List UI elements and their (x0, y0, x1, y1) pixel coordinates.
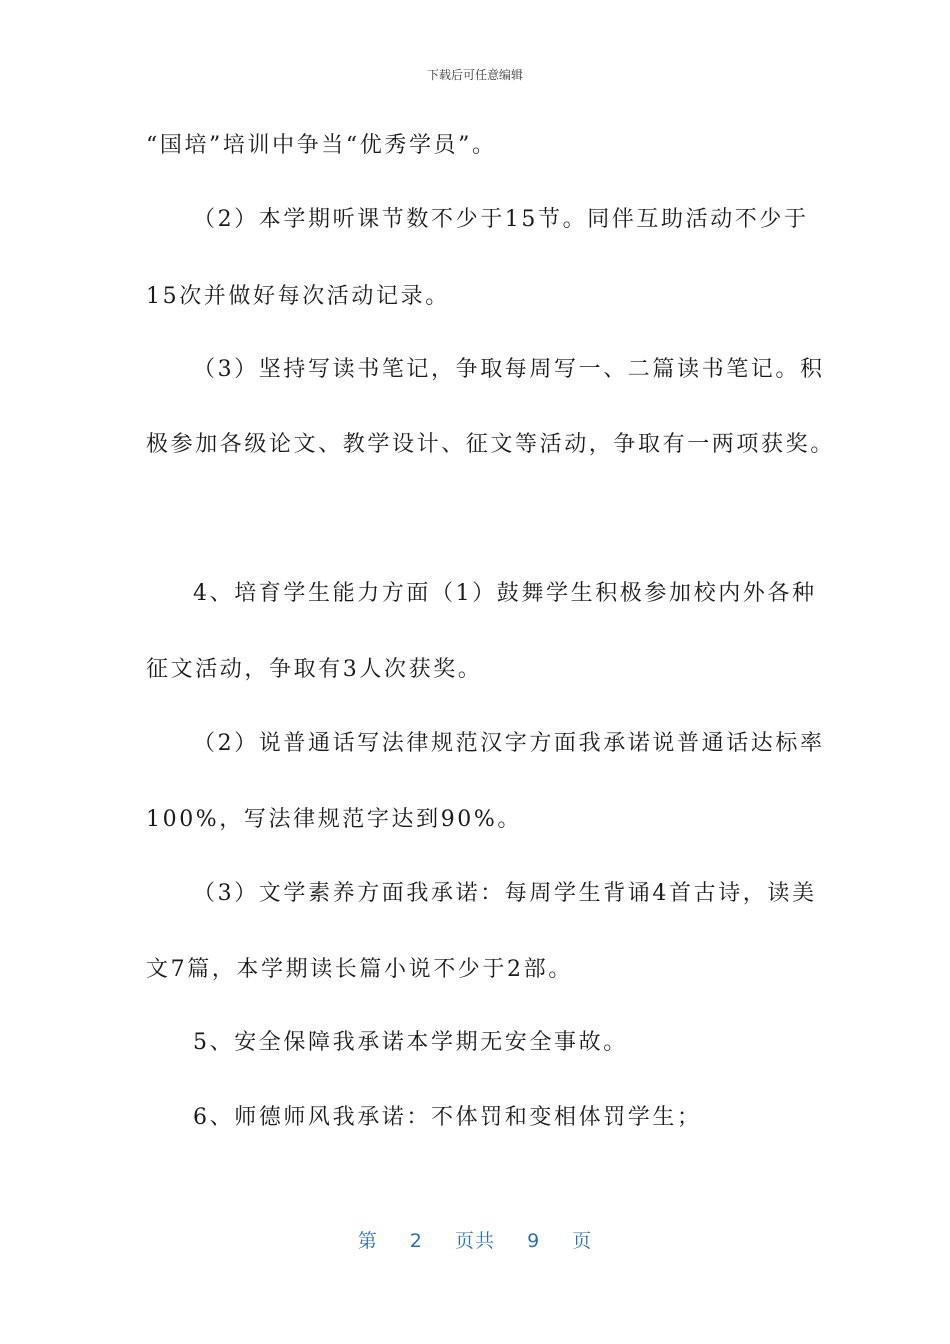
body-line: 极参加各级论文、教学设计、征文等活动，争取有一两项获奖。 (146, 432, 835, 457)
header-note: 下载后可任意编辑 (426, 68, 523, 82)
body-line: （3）文学素养方面我承诺：每周学生背诵4首古诗，读美 (193, 881, 817, 906)
body-line: 文7篇，本学期读长篇小说不少于2部。 (146, 957, 573, 982)
footer-page-number: 2 (409, 1230, 423, 1252)
body-line: 100%，写法律规范字达到90%。 (146, 807, 522, 832)
body-line: （2）本学期听课节数不少于15节。同伴互助活动不少于 (193, 207, 809, 232)
page-footer (0, 1226, 950, 1253)
footer-middle: 页共 (454, 1230, 495, 1252)
body-line: “国培”培训中争当“优秀学员”。 (146, 133, 497, 158)
body-line: 4、培育学生能力方面（1）鼓舞学生积极参加校内外各种 (193, 581, 817, 606)
body-line: （3）坚持写读书笔记，争取每周写一、二篇读书笔记。积 (193, 357, 825, 382)
body-line: （2）说普通话写法律规范汉字方面我承诺说普通话达标率 (193, 731, 825, 756)
body-line: 6、师德师风我承诺：不体罚和变相体罚学生； (193, 1105, 702, 1130)
body-line: 15次并做好每次活动记录。 (146, 284, 450, 309)
footer-total-pages: 9 (527, 1230, 541, 1252)
body-line: 征文活动，争取有3人次获奖。 (146, 657, 483, 682)
footer-prefix: 第 (357, 1230, 378, 1252)
footer-suffix: 页 (572, 1230, 593, 1252)
body-line: 5、安全保障我承诺本学期无安全事故。 (193, 1030, 628, 1055)
